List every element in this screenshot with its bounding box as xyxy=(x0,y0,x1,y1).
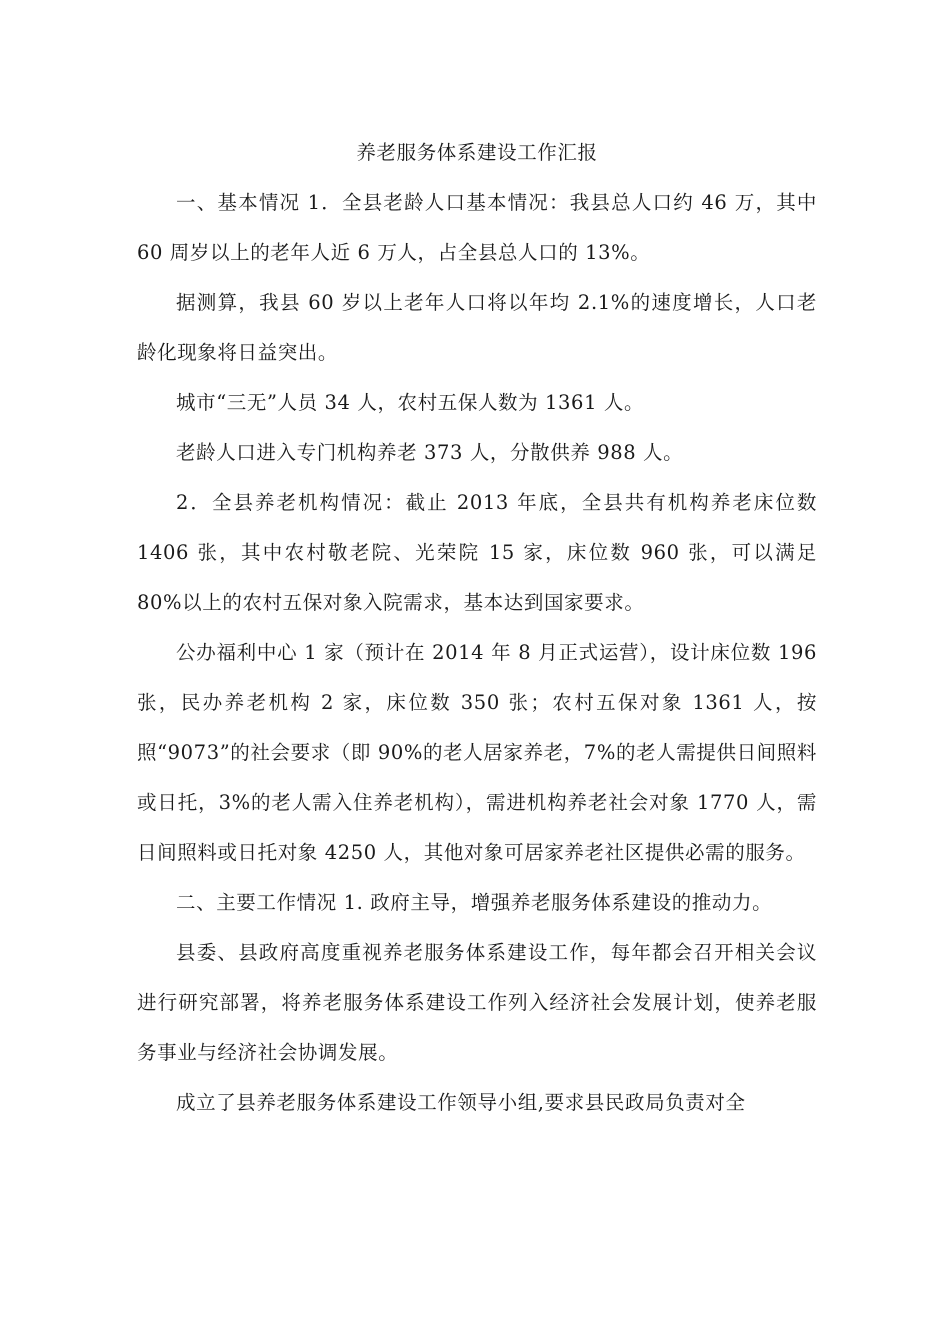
paragraph-three-no-persons: 城市“三无”人员 34 人，农村五保人数为 1361 人。 xyxy=(176,391,645,414)
paragraph-growth-estimate: 据测算，我县 60 岁以上老年人口将以年均 2.1%的速度增长，人口老龄化现象将日益突出。 xyxy=(137,291,817,364)
paragraph-basic-situation: 一、基本情况 1．全县老龄人口基本情况：我县总人口约 46 万，其中 60 周岁以上的老年人近 6 万人，占全县总人口的 13%。 xyxy=(137,191,817,264)
paragraph-institutional-care: 老龄人口进入专门机构养老 373 人，分散供养 988 人。 xyxy=(176,441,684,464)
paragraph-welfare-center: 公办福利中心 1 家（预计在 2014 年 8 月正式运营），设计床位数 196 张，民办养老机构 2 家，床位数 350 张；农村五保对象 1361 人，按照“9073”的社会要求（即 90%的老人居家养老，7%的老人需提供日间照料或日托，3%的老人需入住养老机构），需进机构养老社会对象 1770 人，需日间照料或日托对象 4250 人，其他对象可居家养老社区提供必需的服务。 xyxy=(137,641,817,864)
paragraph-main-work: 二、主要工作情况 1. 政府主导，增强养老服务体系建设的推动力。 xyxy=(176,891,773,914)
paragraph-government-priority: 县委、县政府高度重视养老服务体系建设工作，每年都会召开相关会议进行研究部署，将养老服务体系建设工作列入经济社会发展计划，使养老服务事业与经济社会协调发展。 xyxy=(137,941,817,1064)
paragraph-leading-group: 成立了县养老服务体系建设工作领导小组,要求县民政局负责对全 xyxy=(176,1091,746,1114)
document-body xyxy=(137,128,817,1128)
paragraph-care-institutions: 2．全县养老机构情况：截止 2013 年底，全县共有机构养老床位数 1406 张，其中农村敬老院、光荣院 15 家，床位数 960 张，可以满足 80%以上的农村五保对象入院需求，基本达到国家要求。 xyxy=(137,491,817,614)
document-title: 养老服务体系建设工作汇报 xyxy=(356,141,598,164)
